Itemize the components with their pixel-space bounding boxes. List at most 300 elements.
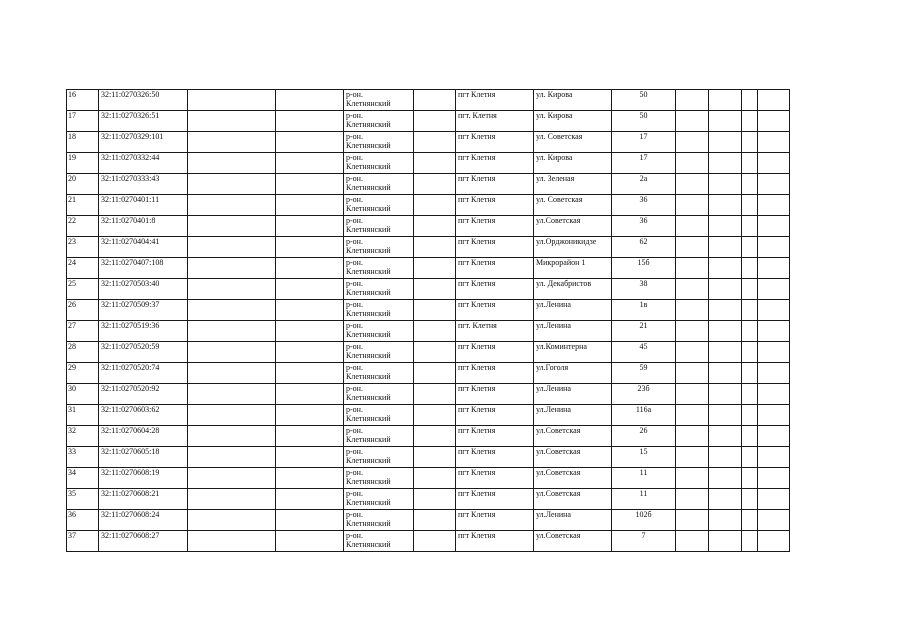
house-number-cell: 15 (612, 447, 676, 468)
region-cell (344, 510, 414, 531)
empty-cell (758, 363, 790, 384)
empty-cell (414, 195, 456, 216)
region-type-label: р-он. (346, 258, 363, 267)
empty-cell (276, 426, 344, 447)
house-number-cell: 45 (612, 342, 676, 363)
empty-cell (676, 531, 709, 552)
region-type-label: р-он. (346, 426, 363, 435)
row-number-cell: 21 (67, 195, 99, 216)
table-row (67, 90, 790, 111)
row-number-cell: 16 (67, 90, 99, 111)
region-type-label: р-он. (346, 342, 363, 351)
empty-cell (676, 300, 709, 321)
region-name-label: Клетнянский (346, 498, 391, 507)
region-cell (344, 489, 414, 510)
empty-cell (709, 489, 742, 510)
empty-cell (414, 510, 456, 531)
empty-cell (709, 258, 742, 279)
cadastral-number-cell: 32:11:0270608:19 (99, 468, 188, 489)
street-cell: ул.Ленина (534, 405, 612, 426)
cadastral-number-cell: 32:11:0270404:41 (99, 237, 188, 258)
empty-cell (742, 111, 758, 132)
empty-cell (709, 195, 742, 216)
empty-cell (188, 321, 276, 342)
row-number-cell: 33 (67, 447, 99, 468)
house-number-cell: 62 (612, 237, 676, 258)
cadastral-number-cell: 32:11:0270520:59 (99, 342, 188, 363)
empty-cell (676, 363, 709, 384)
empty-cell (758, 279, 790, 300)
region-name-label: Клетнянский (346, 393, 391, 402)
region-type-label: р-он. (346, 174, 363, 183)
empty-cell (709, 279, 742, 300)
empty-cell (414, 90, 456, 111)
house-number-cell: 50 (612, 111, 676, 132)
empty-cell (709, 237, 742, 258)
region-cell (344, 216, 414, 237)
empty-cell (676, 510, 709, 531)
empty-cell (709, 132, 742, 153)
settlement-cell: пгт Клетня (456, 174, 534, 195)
region-type-label: р-он. (346, 111, 363, 120)
property-table (66, 89, 790, 552)
cadastral-number-cell: 32:11:0270603:62 (99, 405, 188, 426)
street-cell: ул.Советская (534, 216, 612, 237)
empty-cell (188, 342, 276, 363)
table-row (67, 468, 790, 489)
empty-cell (742, 174, 758, 195)
region-type-label: р-он. (346, 132, 363, 141)
settlement-cell: пгт Клетня (456, 510, 534, 531)
empty-cell (758, 510, 790, 531)
empty-cell (276, 195, 344, 216)
settlement-cell: пгт Клетня (456, 405, 534, 426)
region-name-label: Клетнянский (346, 267, 391, 276)
empty-cell (709, 363, 742, 384)
house-number-cell: 36 (612, 216, 676, 237)
row-number-cell: 37 (67, 531, 99, 552)
row-number-cell: 23 (67, 237, 99, 258)
region-cell (344, 258, 414, 279)
empty-cell (709, 153, 742, 174)
empty-cell (676, 489, 709, 510)
empty-cell (276, 405, 344, 426)
empty-cell (709, 321, 742, 342)
settlement-cell: пгт Клетня (456, 90, 534, 111)
empty-cell (758, 111, 790, 132)
street-cell: ул.Советская (534, 531, 612, 552)
empty-cell (188, 489, 276, 510)
region-cell (344, 531, 414, 552)
empty-cell (709, 468, 742, 489)
empty-cell (276, 531, 344, 552)
empty-cell (758, 384, 790, 405)
region-name-label: Клетнянский (346, 477, 391, 486)
empty-cell (742, 90, 758, 111)
empty-cell (414, 489, 456, 510)
street-cell: ул. Кирова (534, 111, 612, 132)
settlement-cell: пгт Клетня (456, 300, 534, 321)
empty-cell (742, 489, 758, 510)
empty-cell (188, 258, 276, 279)
region-type-label: р-он. (346, 531, 363, 540)
cadastral-number-cell: 32:11:0270407:108 (99, 258, 188, 279)
row-number-cell: 26 (67, 300, 99, 321)
cadastral-number-cell: 32:11:0270605:18 (99, 447, 188, 468)
empty-cell (276, 216, 344, 237)
empty-cell (188, 300, 276, 321)
settlement-cell: пгт Клетня (456, 153, 534, 174)
street-cell: ул.Ленина (534, 384, 612, 405)
table-row (67, 237, 790, 258)
empty-cell (709, 426, 742, 447)
street-cell: ул.Ленина (534, 321, 612, 342)
region-cell (344, 342, 414, 363)
empty-cell (188, 405, 276, 426)
empty-cell (709, 300, 742, 321)
street-cell: ул. Советская (534, 132, 612, 153)
empty-cell (188, 237, 276, 258)
region-type-label: р-он. (346, 363, 363, 372)
region-name-label: Клетнянский (346, 141, 391, 150)
region-name-label: Клетнянский (346, 540, 391, 549)
empty-cell (276, 174, 344, 195)
empty-cell (676, 216, 709, 237)
house-number-cell: 38 (612, 279, 676, 300)
empty-cell (188, 132, 276, 153)
empty-cell (188, 384, 276, 405)
settlement-cell: пгт Клетня (456, 489, 534, 510)
house-number-cell: 11 (612, 468, 676, 489)
table-row (67, 258, 790, 279)
settlement-cell: пгт Клетня (456, 342, 534, 363)
region-type-label: р-он. (346, 405, 363, 414)
empty-cell (676, 258, 709, 279)
empty-cell (758, 195, 790, 216)
table-row (67, 321, 790, 342)
empty-cell (758, 342, 790, 363)
empty-cell (414, 321, 456, 342)
empty-cell (709, 342, 742, 363)
empty-cell (276, 342, 344, 363)
house-number-cell: 21 (612, 321, 676, 342)
row-number-cell: 35 (67, 489, 99, 510)
street-cell: ул.Ленина (534, 300, 612, 321)
cadastral-number-cell: 32:11:0270520:92 (99, 384, 188, 405)
region-cell (344, 237, 414, 258)
empty-cell (709, 531, 742, 552)
row-number-cell: 18 (67, 132, 99, 153)
region-name-label: Клетнянский (346, 519, 391, 528)
empty-cell (742, 405, 758, 426)
empty-cell (758, 447, 790, 468)
empty-cell (676, 468, 709, 489)
region-type-label: р-он. (346, 279, 363, 288)
cadastral-number-cell: 32:11:0270503:40 (99, 279, 188, 300)
house-number-cell: 2а (612, 174, 676, 195)
settlement-cell: пгт Клетня (456, 363, 534, 384)
house-number-cell: 17 (612, 153, 676, 174)
table-row (67, 363, 790, 384)
empty-cell (758, 237, 790, 258)
settlement-cell: пгт Клетня (456, 258, 534, 279)
table-row (67, 300, 790, 321)
region-cell (344, 111, 414, 132)
empty-cell (709, 90, 742, 111)
empty-cell (758, 426, 790, 447)
region-type-label: р-он. (346, 447, 363, 456)
region-type-label: р-он. (346, 195, 363, 204)
region-cell (344, 300, 414, 321)
empty-cell (414, 405, 456, 426)
settlement-cell: пгт Клетня (456, 426, 534, 447)
region-cell (344, 405, 414, 426)
empty-cell (709, 405, 742, 426)
settlement-cell: пгт. Клетня (456, 321, 534, 342)
empty-cell (414, 384, 456, 405)
settlement-cell: пгт Клетня (456, 531, 534, 552)
cadastral-number-cell: 32:11:0270608:24 (99, 510, 188, 531)
region-type-label: р-он. (346, 300, 363, 309)
empty-cell (742, 300, 758, 321)
row-number-cell: 31 (67, 405, 99, 426)
empty-cell (742, 132, 758, 153)
empty-cell (742, 426, 758, 447)
region-name-label: Клетнянский (346, 330, 391, 339)
row-number-cell: 24 (67, 258, 99, 279)
row-number-cell: 20 (67, 174, 99, 195)
street-cell: ул.Советская (534, 489, 612, 510)
empty-cell (709, 384, 742, 405)
row-number-cell: 19 (67, 153, 99, 174)
empty-cell (709, 510, 742, 531)
cadastral-number-cell: 32:11:0270326:50 (99, 90, 188, 111)
empty-cell (742, 510, 758, 531)
empty-cell (758, 258, 790, 279)
house-number-cell: 36 (612, 195, 676, 216)
empty-cell (676, 279, 709, 300)
settlement-cell: пгт Клетня (456, 216, 534, 237)
street-cell: ул.Советская (534, 426, 612, 447)
empty-cell (758, 132, 790, 153)
region-cell (344, 174, 414, 195)
house-number-cell: 26 (612, 426, 676, 447)
street-cell: ул. Зеленая (534, 174, 612, 195)
house-number-cell: 116а (612, 405, 676, 426)
empty-cell (276, 447, 344, 468)
empty-cell (276, 510, 344, 531)
empty-cell (188, 195, 276, 216)
street-cell: ул.Советская (534, 447, 612, 468)
empty-cell (414, 174, 456, 195)
region-cell (344, 468, 414, 489)
empty-cell (742, 363, 758, 384)
empty-cell (758, 174, 790, 195)
table-body (67, 90, 790, 552)
cadastral-number-cell: 32:11:0270401:8 (99, 216, 188, 237)
region-type-label: р-он. (346, 468, 363, 477)
street-cell: ул.Орджоникидзе (534, 237, 612, 258)
row-number-cell: 30 (67, 384, 99, 405)
region-cell (344, 447, 414, 468)
table-row (67, 405, 790, 426)
street-cell: ул.Гоголя (534, 363, 612, 384)
region-type-label: р-он. (346, 321, 363, 330)
empty-cell (676, 405, 709, 426)
empty-cell (676, 90, 709, 111)
empty-cell (758, 321, 790, 342)
house-number-cell: 1в (612, 300, 676, 321)
street-cell: ул.Ленина (534, 510, 612, 531)
empty-cell (414, 258, 456, 279)
cadastral-number-cell: 32:11:0270401:11 (99, 195, 188, 216)
house-number-cell: 59 (612, 363, 676, 384)
empty-cell (676, 384, 709, 405)
empty-cell (758, 489, 790, 510)
region-name-label: Клетнянский (346, 246, 391, 255)
table-row (67, 279, 790, 300)
empty-cell (276, 321, 344, 342)
table-row (67, 426, 790, 447)
empty-cell (276, 111, 344, 132)
region-name-label: Клетнянский (346, 183, 391, 192)
empty-cell (742, 237, 758, 258)
region-name-label: Клетнянский (346, 162, 391, 171)
empty-cell (742, 342, 758, 363)
table-row (67, 195, 790, 216)
table-row (67, 489, 790, 510)
region-name-label: Клетнянский (346, 225, 391, 234)
empty-cell (414, 216, 456, 237)
row-number-cell: 17 (67, 111, 99, 132)
empty-cell (709, 447, 742, 468)
cadastral-number-cell: 32:11:0270604:28 (99, 426, 188, 447)
region-name-label: Клетнянский (346, 309, 391, 318)
region-type-label: р-он. (346, 510, 363, 519)
settlement-cell: пгт Клетня (456, 468, 534, 489)
empty-cell (414, 300, 456, 321)
street-cell: Микрорайон 1 (534, 258, 612, 279)
empty-cell (676, 111, 709, 132)
empty-cell (276, 279, 344, 300)
empty-cell (188, 111, 276, 132)
cadastral-number-cell: 32:11:0270326:51 (99, 111, 188, 132)
empty-cell (676, 237, 709, 258)
street-cell: ул. Кирова (534, 153, 612, 174)
region-cell (344, 195, 414, 216)
region-name-label: Клетнянский (346, 435, 391, 444)
cadastral-number-cell: 32:11:0270608:21 (99, 489, 188, 510)
house-number-cell: 7 (612, 531, 676, 552)
house-number-cell: 50 (612, 90, 676, 111)
street-cell: ул. Советская (534, 195, 612, 216)
house-number-cell: 11 (612, 489, 676, 510)
table-row (67, 342, 790, 363)
empty-cell (414, 363, 456, 384)
empty-cell (414, 531, 456, 552)
table-row (67, 531, 790, 552)
empty-cell (742, 153, 758, 174)
empty-cell (414, 468, 456, 489)
empty-cell (414, 279, 456, 300)
empty-cell (709, 174, 742, 195)
empty-cell (276, 132, 344, 153)
empty-cell (676, 342, 709, 363)
region-name-label: Клетнянский (346, 372, 391, 381)
settlement-cell: пгт Клетня (456, 279, 534, 300)
house-number-cell: 15б (612, 258, 676, 279)
empty-cell (676, 195, 709, 216)
empty-cell (742, 258, 758, 279)
empty-cell (188, 216, 276, 237)
empty-cell (414, 447, 456, 468)
region-type-label: р-он. (346, 153, 363, 162)
empty-cell (414, 342, 456, 363)
empty-cell (676, 321, 709, 342)
cadastral-number-cell: 32:11:0270329:101 (99, 132, 188, 153)
empty-cell (758, 153, 790, 174)
empty-cell (188, 510, 276, 531)
empty-cell (758, 468, 790, 489)
cadastral-number-cell: 32:11:0270333:43 (99, 174, 188, 195)
empty-cell (276, 153, 344, 174)
row-number-cell: 27 (67, 321, 99, 342)
cadastral-number-cell: 32:11:0270509:37 (99, 300, 188, 321)
cadastral-number-cell: 32:11:0270519:36 (99, 321, 188, 342)
empty-cell (742, 195, 758, 216)
empty-cell (676, 447, 709, 468)
region-cell (344, 153, 414, 174)
row-number-cell: 32 (67, 426, 99, 447)
region-name-label: Клетнянский (346, 351, 391, 360)
row-number-cell: 29 (67, 363, 99, 384)
empty-cell (676, 426, 709, 447)
empty-cell (276, 258, 344, 279)
settlement-cell: пгт Клетня (456, 237, 534, 258)
region-name-label: Клетнянский (346, 120, 391, 129)
settlement-cell: пгт Клетня (456, 195, 534, 216)
table-row (67, 153, 790, 174)
empty-cell (676, 153, 709, 174)
settlement-cell: пгт Клетня (456, 132, 534, 153)
region-type-label: р-он. (346, 384, 363, 393)
empty-cell (276, 363, 344, 384)
empty-cell (758, 405, 790, 426)
row-number-cell: 22 (67, 216, 99, 237)
region-name-label: Клетнянский (346, 288, 391, 297)
region-name-label: Клетнянский (346, 414, 391, 423)
region-cell (344, 132, 414, 153)
empty-cell (276, 384, 344, 405)
empty-cell (188, 447, 276, 468)
table-row (67, 216, 790, 237)
empty-cell (188, 468, 276, 489)
empty-cell (276, 237, 344, 258)
region-name-label: Клетнянский (346, 456, 391, 465)
empty-cell (742, 279, 758, 300)
empty-cell (188, 279, 276, 300)
row-number-cell: 28 (67, 342, 99, 363)
settlement-cell: пгт Клетня (456, 447, 534, 468)
region-cell (344, 363, 414, 384)
region-type-label: р-он. (346, 90, 363, 99)
table-row (67, 510, 790, 531)
empty-cell (414, 132, 456, 153)
empty-cell (758, 531, 790, 552)
cadastral-number-cell: 32:11:0270608:27 (99, 531, 188, 552)
empty-cell (742, 531, 758, 552)
empty-cell (188, 426, 276, 447)
